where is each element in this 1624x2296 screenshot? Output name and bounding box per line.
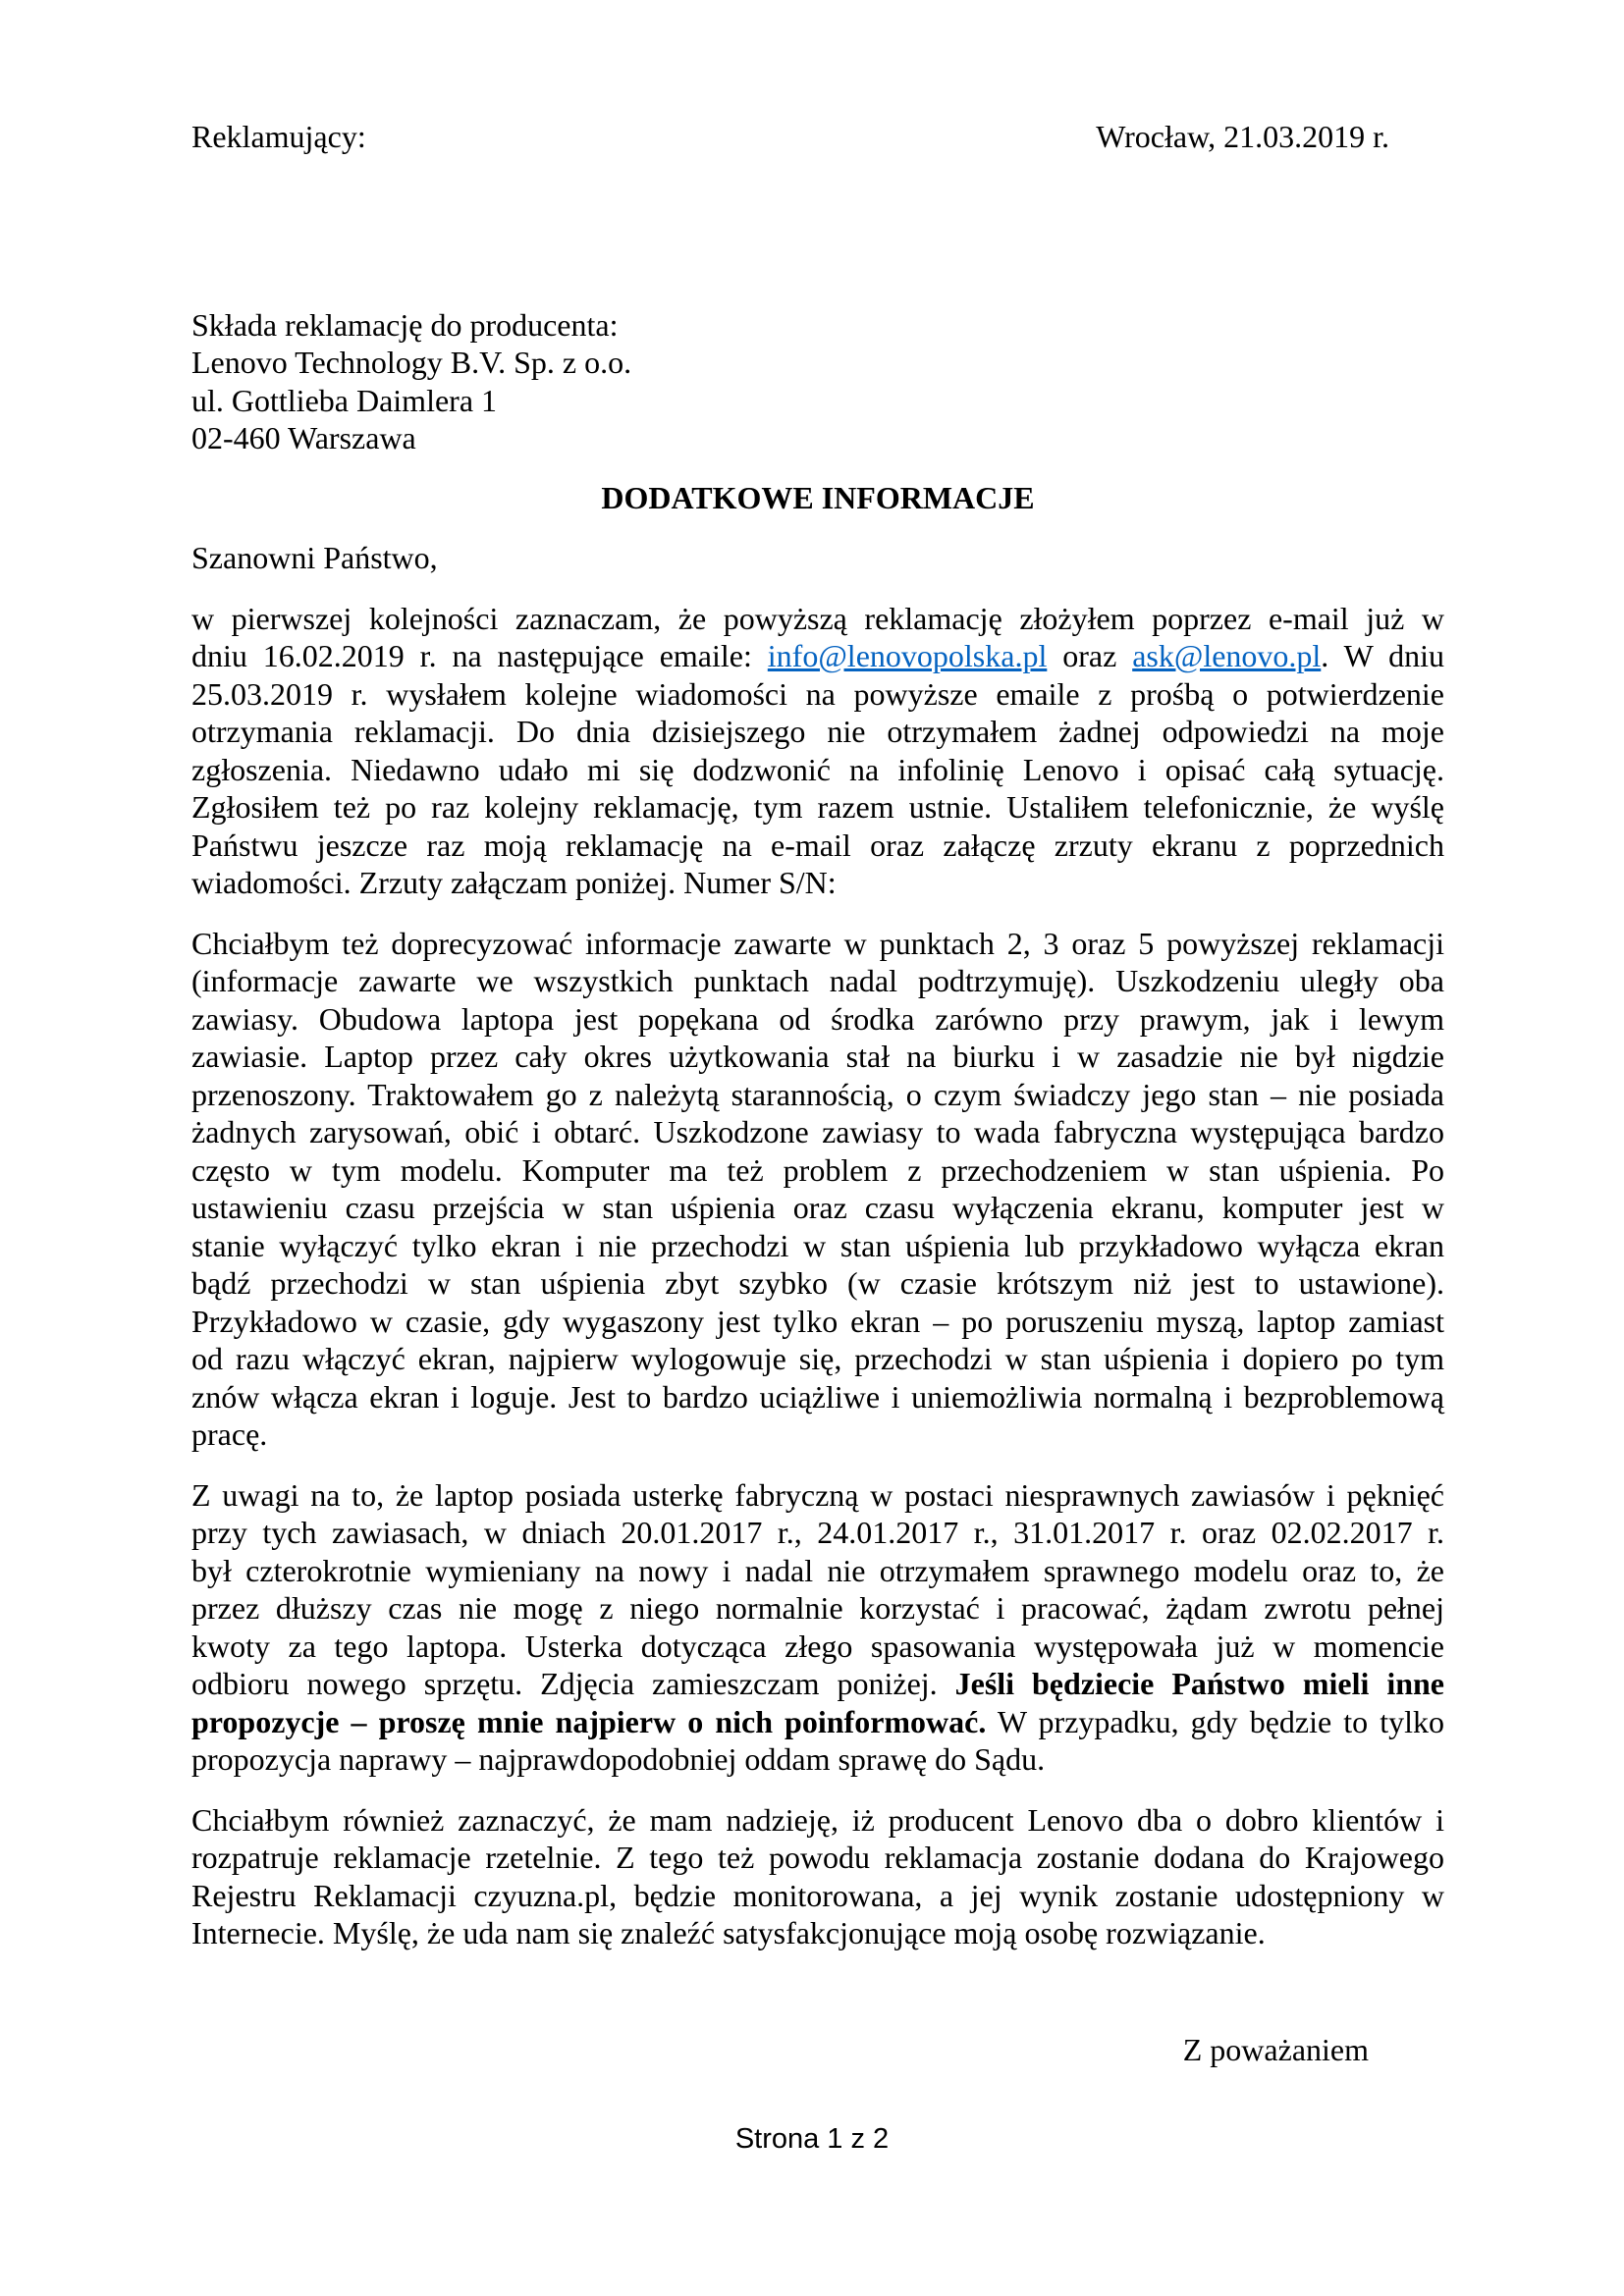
text-run: pracę. (191, 1416, 268, 1452)
text-run: żadnych zarysowań, obić i obtarć. Uszkodzone zawiasy to wada fabryczna występująca bardzo (191, 1114, 1444, 1149)
text-run: przez dłuższy czas nie mogę z niego normalnie korzystać i pracować, żądam zwrotu pełnej (191, 1590, 1444, 1626)
paragraph (191, 1801, 1444, 1952)
text-line (191, 788, 1444, 827)
text-run: Przykładowo w czasie, gdy wygaszony jest tylko ekran – po poruszeniu myszą, laptop zamiast (191, 1303, 1444, 1339)
text-line (191, 962, 1444, 1000)
text-run: był czterokrotnie wymieniany na nowy i nadal nie otrzymałem sprawnego modelu oraz to, że (191, 1552, 1444, 1588)
text-line (191, 1839, 1444, 1877)
text-line (191, 1589, 1444, 1628)
text-line (191, 1665, 1444, 1703)
salutation: Szanowni Państwo, (191, 540, 438, 575)
recipient-line: Lenovo Technology B.V. Sp. z o.o. (191, 345, 632, 380)
text-line (191, 1264, 1444, 1303)
text-run: odbioru nowego sprzętu. Zdjęcia zamieszczam poniżej. (191, 1666, 955, 1701)
text-line (191, 1552, 1444, 1590)
text-run: znów włącza ekran i loguje. Jest to bardzo uciążliwe i uniemożliwia normalną i bezproblemową (191, 1378, 1444, 1415)
closing-phrase: Z poważaniem (1182, 2031, 1369, 2067)
text-line (191, 1514, 1444, 1552)
text-run: wiadomości. Zrzuty załączam poniżej. Numer S/N: (191, 865, 837, 900)
text-run: rozpatruje reklamacje rzetelnie. Z tego też powodu reklamacja zostanie dodana do Krajowego (191, 1840, 1444, 1875)
text-run: przenoszony. Traktowałem go z należytą starannością, o czym świadczy jego stan – nie posiada (191, 1076, 1444, 1112)
text-line (191, 1415, 1444, 1454)
recipient-line: ul. Gottlieba Daimlera 1 (191, 382, 498, 418)
text-run: zawiasie. Laptop przez cały okres użytkowania stał na biurku i w zasadzie nie był nigdzie (191, 1039, 1444, 1074)
text-run: 25.03.2019 r. wysłałem kolejne wiadomości na powyższe emaile z prośbą o potwierdzenie (191, 675, 1444, 712)
recipient-line: 02-460 Warszawa (191, 420, 416, 455)
text-line (191, 637, 1444, 675)
text-line (191, 1303, 1444, 1341)
text-run: W przypadku, gdy będzie to tylko (986, 1703, 1445, 1739)
text-line (191, 1189, 1444, 1227)
text-run: Państwu jeszcze raz moją reklamację na e-mail oraz załączę zrzuty ekranu z poprzednich (191, 827, 1444, 863)
ask-email-link[interactable]: ask@lenovo.pl (1132, 638, 1322, 673)
recipient-line: Składa reklamację do producenta: (191, 306, 619, 343)
text-run: od razu włączyć ekran, najpierw wylogowuje się, przechodzi w stan uśpienia i dopiero po tym (191, 1341, 1444, 1376)
text-run: zawiasy. Obudowa laptopa jest popękana od środka zarówno przy prawym, jak i lewym (191, 1000, 1444, 1037)
text-line (191, 1877, 1444, 1915)
text-run: bądź przechodzi w stan uśpienia zbyt szybko (w czasie krótszym niż jest to ustawione). (191, 1265, 1444, 1301)
text-run: Rejestru Reklamacji czyuzna.pl, będzie monitorowana, a jej wynik zostanie udostępniony w (191, 1877, 1444, 1913)
text-line (191, 1628, 1444, 1666)
text-line (191, 1113, 1444, 1151)
text-line (191, 1740, 1444, 1779)
text-line (191, 1038, 1444, 1076)
text-line (191, 925, 1444, 963)
claimant-label: Reklamujący: (191, 119, 366, 154)
text-line (191, 751, 1444, 789)
text-run: zgłoszenia. Niedawno udało mi się dodzwonić na infolinię Lenovo i opisać całą sytuację. (191, 751, 1444, 787)
letter-header (191, 118, 1444, 156)
text-run: stanie wyłączyć tylko ekran i nie przechodzi w stan uśpienia lub przykładowo wyłącza ekran (191, 1227, 1444, 1263)
text-line (191, 1076, 1444, 1114)
text-line (191, 713, 1444, 751)
text-run: Z uwagi na to, że laptop posiada usterkę fabryczną w postaci niesprawnych zawiasów i pęknięć (191, 1476, 1444, 1513)
text-run: często w tym modelu. Komputer ma też problem z przechodzeniem w stan uśpienia. Po (191, 1151, 1444, 1188)
text-run: propozycje – proszę mnie najpierw o nich poinformować. (191, 1703, 987, 1739)
text-run: dniu 16.02.2019 r. na następujące emaile: (191, 638, 768, 673)
text-line (191, 1703, 1444, 1741)
document-title: DODATKOWE INFORMACJE (601, 479, 1035, 515)
text-run: (informacje zawarte we wszystkich punktach nadal podtrzymuję). Uszkodzeniu uległy oba (191, 963, 1444, 998)
date-location: Wrocław, 21.03.2019 r. (1096, 119, 1389, 154)
text-line (191, 827, 1444, 865)
text-line (191, 1801, 1444, 1840)
text-run: propozycja naprawy – najprawdopodobniej oddam sprawę do Sądu. (191, 1741, 1046, 1777)
text-line (191, 1914, 1444, 1952)
text-run: . W dniu (1321, 638, 1445, 673)
text-run: przy tych zawiasach, w dniach 20.01.2017 r., 24.01.2017 r., 31.01.2017 r. oraz 02.02.2017 r. (191, 1515, 1444, 1550)
text-line (191, 600, 1444, 638)
letter-body (191, 600, 1444, 1952)
text-run: kwoty za tego laptopa. Usterka dotycząca złego spasowania występowała już w momencie (191, 1628, 1444, 1664)
paragraph (191, 925, 1444, 1454)
text-line (191, 1000, 1444, 1039)
text-line (191, 1340, 1444, 1378)
text-run: Zgłosiłem też po raz kolejny reklamację, tym razem ustnie. Ustaliłem telefonicznie, że wyślę (191, 789, 1444, 825)
text-run: Chciałbym również zaznaczyć, że mam nadzieję, iż producent Lenovo dba o dobro klientów i (191, 1801, 1444, 1838)
recipient-address (191, 306, 1444, 457)
text-run: Chciałbym też doprecyzować informacje zawarte w punktach 2, 3 oraz 5 powyższej reklamacji (191, 925, 1444, 961)
text-run: otrzymania reklamacji. Do dnia dzisiejszego nie otrzymałem żadnej odpowiedzi na moje (191, 714, 1444, 749)
page-number: Strona 1 z 2 (734, 2123, 890, 2155)
text-line (191, 675, 1444, 714)
paragraph (191, 1476, 1444, 1779)
info-email-link[interactable]: info@lenovopolska.pl (767, 638, 1048, 673)
text-run: Internecie. Myślę, że uda nam się znaleźć satysfakcjonujące moją osobę rozwiązanie. (191, 1915, 1266, 1950)
paragraph (191, 600, 1444, 902)
text-line (191, 1476, 1444, 1515)
text-line (191, 1378, 1444, 1416)
text-run: w pierwszej kolejności zaznaczam, że powyższą reklamację złożyłem poprzez e-mail już w (191, 600, 1444, 636)
text-line (191, 864, 1444, 902)
text-run: oraz (1047, 638, 1133, 673)
text-run: Jeśli będziecie Państwo mieli inne (954, 1666, 1444, 1701)
text-line (191, 1151, 1444, 1190)
text-run: ustawieniu czasu przejścia w stan uśpienia oraz czasu wyłączenia ekranu, komputer jest w (191, 1190, 1444, 1225)
text-line (191, 1227, 1444, 1265)
